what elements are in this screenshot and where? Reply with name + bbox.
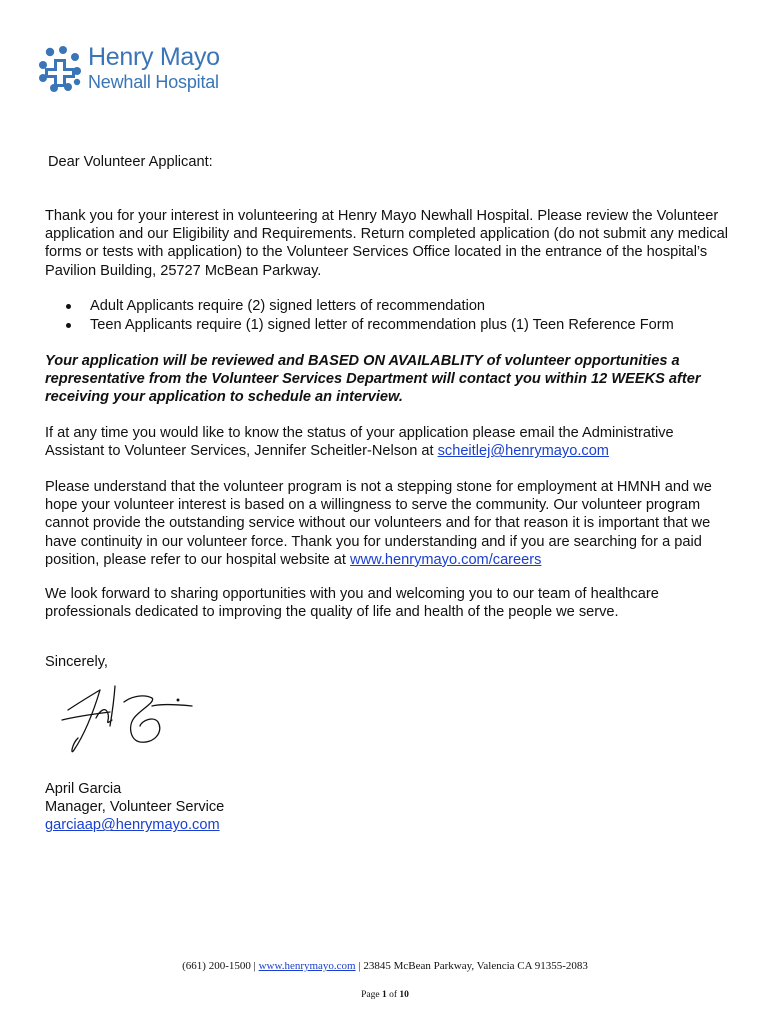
- salutation: Dear Volunteer Applicant:: [48, 154, 213, 170]
- footer-phone: (661) 200-1500 |: [182, 960, 259, 972]
- assistant-email-link[interactable]: scheitlej@henrymayo.com: [437, 443, 609, 460]
- bullet-icon: [66, 304, 71, 309]
- requirements-list: [45, 297, 735, 334]
- footer-address: | 23845 McBean Parkway, Valencia CA 91355-2083: [355, 960, 588, 972]
- page-of: of: [386, 990, 400, 1000]
- careers-link[interactable]: www.henrymayo.com/careers: [350, 551, 542, 568]
- logo-line-2: Newhall Hospital: [88, 72, 219, 92]
- page-current: 1: [381, 990, 387, 1000]
- signer-title: Manager, Volunteer Service: [45, 799, 225, 816]
- footer-contact: [0, 959, 770, 973]
- closing-paragraph: We look forward to sharing opportunities with you and welcoming you to our team of healthcare professionals dedicated to improving the quality of life and health of the people we serve.: [45, 586, 659, 621]
- list-item-text: Teen Applicants require (1) signed letter of recommendation plus (1) Teen Reference Form: [90, 316, 674, 333]
- page-number: [0, 989, 770, 1001]
- status-paragraph-text: If at any time you would like to know the status of your application please email the Administrative Assistant to Volunteer Services, Jennifer Scheitler-Nelson at: [45, 425, 674, 460]
- signer-block: [45, 780, 224, 835]
- list-item-text: Adult Applicants require (2) signed letters of recommendation: [90, 298, 486, 314]
- handwritten-signature: [60, 680, 200, 760]
- closing-salutation: Sincerely,: [45, 654, 108, 670]
- bullet-icon: [66, 323, 71, 328]
- hospital-logo: [38, 44, 238, 98]
- hospital-cross-icon: [38, 46, 82, 92]
- intro-paragraph: Thank you for your interest in volunteering at Henry Mayo Newhall Hospital. Please review the Volunteer application and our Eligibility and Requirements. Return completed application (do not submit any medical forms or tests with application) to the Volunteer Services Office located in the entrance of the hospital’s Pavilion Building, 25727 McBean Parkway.: [45, 208, 729, 279]
- signer-name: April Garcia: [45, 781, 122, 797]
- employment-paragraph: [45, 478, 735, 569]
- list-item: [45, 316, 735, 335]
- signer-email-link[interactable]: garciaap@henrymayo.com: [45, 817, 220, 834]
- page-prefix: Page: [361, 990, 382, 1000]
- list-item: [45, 297, 735, 316]
- review-notice: Your application will be reviewed and BASED ON AVAILABLITY of volunteer opportunities a representative from the Volunteer Services Department will contact you within 12 WEEKS after receiving your application to schedule an interview.: [45, 353, 701, 406]
- logo-text: [88, 44, 220, 93]
- page-total: 10: [399, 990, 409, 1000]
- employment-paragraph-text: Please understand that the volunteer program is not a stepping stone for employment at HMNH and we hope your volunteer interest is based on a willingness to serve the community. Our volunteer program cannot provide the outstanding service without our volunteers and for that reason it is important that we have continuity in our volunteer force. Thank you for understanding and if you are searching for a paid position, please refer to our hospital website at: [45, 479, 712, 568]
- logo-line-1: Henry Mayo: [88, 43, 220, 71]
- footer-website-link[interactable]: www.henrymayo.com: [258, 960, 356, 972]
- status-paragraph: [45, 424, 735, 460]
